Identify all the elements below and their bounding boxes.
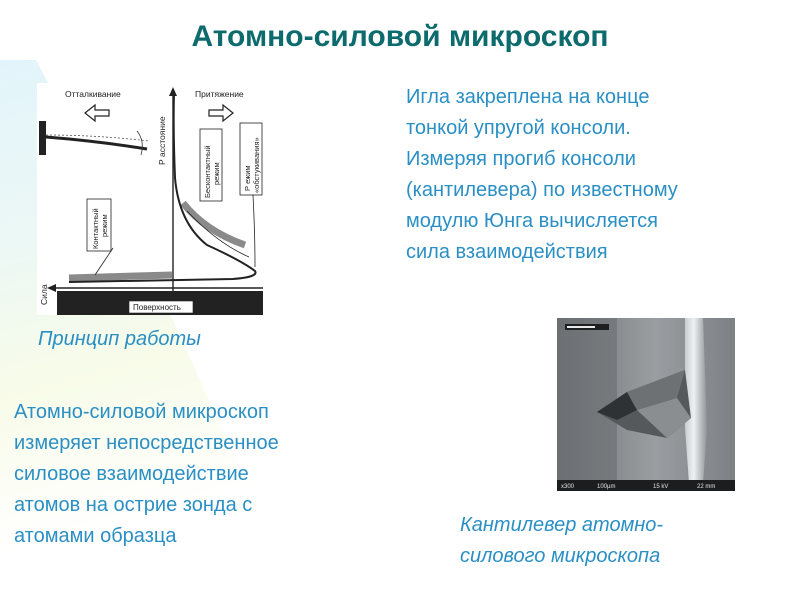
sem-scale: 100µm (597, 484, 616, 490)
cantilever-beam (46, 137, 147, 149)
noncontact-regime-label (200, 129, 222, 201)
description-left-line: атомами образца (14, 525, 177, 547)
contact-label-line1: Контактный (91, 208, 100, 249)
tapping-label-line1: Р ежим (243, 165, 252, 191)
noncontact-label-line1: Бесконтактный (203, 145, 212, 198)
noncontact-label-line2: режим (212, 162, 221, 185)
description-right (406, 82, 786, 268)
cantilever-holder (39, 121, 46, 155)
description-right-line: (кантилевера) по известному (406, 179, 678, 201)
tapping-label-line2: «обстукивания» (252, 137, 261, 193)
contact-pointer-line (95, 248, 113, 275)
caption-cantilever-line: силового микроскопа (460, 545, 661, 567)
caption-cantilever (460, 510, 760, 572)
deflection-arc (137, 131, 142, 155)
sem-voltage: 15 kV (653, 484, 669, 490)
description-right-line: тонкой упругой консоли. (406, 117, 631, 139)
noncontact-regime-band (183, 203, 245, 245)
sem-magnification: x300 (561, 484, 575, 490)
axis-label-distance: Р асстояние (157, 116, 167, 165)
axis-label-force: Сила (39, 284, 49, 305)
tapping-regime-label (240, 123, 262, 195)
label-surface: Поверхность (133, 303, 181, 312)
sem-working-distance: 22 mm (697, 484, 716, 490)
description-right-line: Игла закреплена на конце (406, 86, 650, 108)
sem-svg (557, 318, 735, 491)
description-left-line: Атомно-силовой микроскоп (14, 401, 269, 423)
contact-label-line2: режим (100, 214, 109, 237)
slide-title: Атомно-силовой микроскоп (191, 20, 609, 53)
description-right-line: сила взаимодействия (406, 241, 608, 263)
description-left (14, 397, 394, 552)
attraction-arrow-icon (209, 105, 233, 121)
sem-scale-bar (567, 326, 595, 328)
contact-regime-band (69, 275, 172, 278)
label-attraction: Притяжение (195, 89, 244, 99)
afm-principle-svg (37, 83, 265, 315)
caption-principle: Принцип работы (38, 328, 201, 350)
description-left-line: атомов на острие зонда с (14, 494, 253, 516)
tapping-pointer-line (253, 195, 255, 267)
contact-regime-label (87, 199, 111, 251)
description-left-line: измеряет непосредственное (14, 432, 279, 454)
label-repulsion: Отталкивание (65, 89, 121, 99)
description-right-line: модулю Юнга вычисляется (406, 210, 658, 232)
cantilever-sem-image (557, 318, 735, 491)
caption-cantilever-line: Кантилевер атомно- (460, 514, 664, 536)
description-left-line: силовое взаимодействие (14, 463, 249, 485)
repulsion-arrow-icon (85, 105, 109, 121)
afm-principle-diagram (37, 83, 265, 315)
description-right-line: Измеряя прогиб консоли (406, 148, 636, 170)
